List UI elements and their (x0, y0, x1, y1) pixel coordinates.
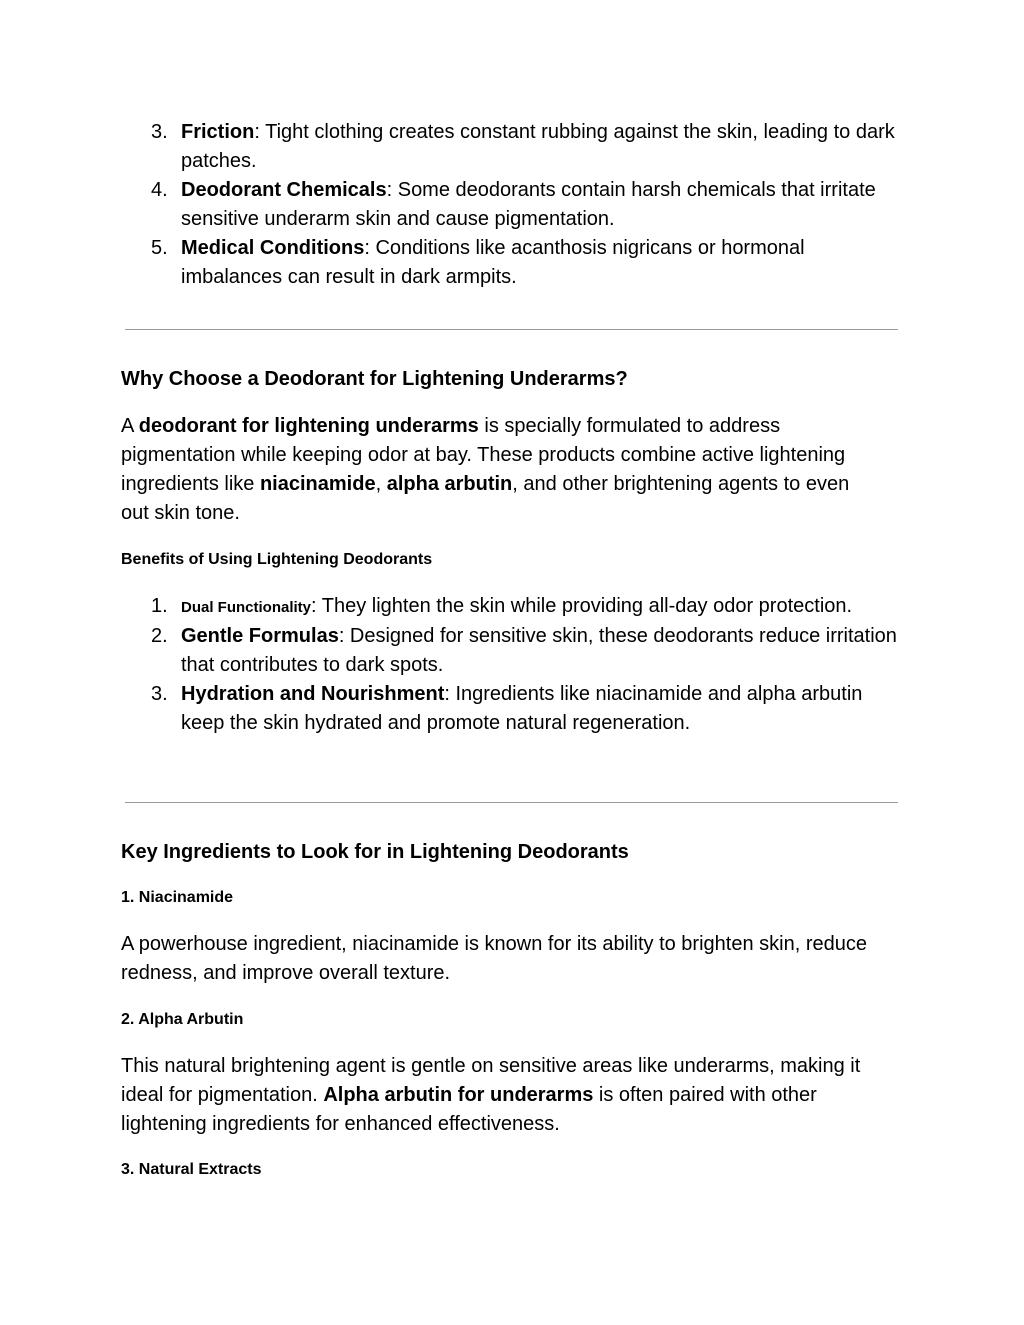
why-heading: Why Choose a Deodorant for Lightening Underarms? (121, 368, 628, 390)
why-bold-term: deodorant for lightening underarms (138, 415, 479, 437)
list-item (121, 234, 901, 292)
niacinamide-heading: 1. Niacinamide (121, 889, 234, 906)
arbutin-heading: 2. Alpha Arbutin (121, 1011, 244, 1028)
ingredients-heading: Key Ingredients to Look for in Lightening Deodorants (121, 841, 629, 863)
list-item (121, 176, 901, 234)
why-text: A (121, 415, 139, 437)
causes-list (121, 118, 901, 292)
list-text: : Some deodorants contain harsh chemicals that irritate sensitive underarm skin and cause pigmentation. (181, 179, 876, 230)
list-number: 4. (151, 179, 168, 201)
niacinamide-paragraph: A powerhouse ingredient, niacinamide is known for its ability to brighten skin, reduce redness, and improve overall texture. (121, 933, 867, 984)
list-text: : Ingredients like niacinamide and alpha arbutin keep the skin hydrated and promote natural regeneration. (181, 683, 863, 734)
list-number: 3. (151, 683, 168, 705)
why-bold-term: alpha arbutin (386, 473, 513, 495)
arbutin-text: is often paired with other lightening ingredients for enhanced effectiveness. (121, 1084, 817, 1135)
list-term: Medical Conditions (181, 237, 365, 259)
benefits-list (121, 592, 901, 738)
why-text: , and other brightening agents to even out skin tone. (121, 473, 850, 524)
arbutin-paragraph (121, 1052, 881, 1139)
list-term: Hydration and Nourishment (181, 683, 445, 705)
arbutin-text: This natural brightening agent is gentle on sensitive areas like underarms, making it ideal for pigmentation. (121, 1055, 861, 1106)
why-text: , (375, 473, 387, 495)
list-item (121, 622, 901, 680)
list-term: Gentle Formulas (181, 625, 339, 647)
list-text: : They lighten the skin while providing all-day odor protection. (311, 595, 853, 617)
list-item (121, 592, 901, 622)
list-text: : Conditions like acanthosis nigricans or hormonal imbalances can result in dark armpits. (181, 237, 805, 288)
list-text: : Tight clothing creates constant rubbing against the skin, leading to dark patches. (181, 121, 895, 172)
list-number: 5. (151, 237, 168, 259)
list-number: 1. (151, 595, 168, 617)
why-text: is specially formulated to address pigmentation while keeping odor at bay. These products combine active lightening ingredients like (121, 415, 846, 495)
arbutin-bold-term: Alpha arbutin for underarms (323, 1084, 594, 1106)
list-number: 3. (151, 121, 168, 143)
divider (125, 802, 898, 803)
benefits-heading: Benefits of Using Lightening Deodorants (121, 551, 433, 568)
list-term: Deodorant Chemicals (181, 179, 387, 201)
why-paragraph (121, 412, 881, 528)
why-bold-term: niacinamide (259, 473, 376, 495)
list-term: Friction (181, 121, 255, 143)
list-item (121, 680, 901, 738)
list-term: Dual Functionality (181, 599, 312, 616)
list-text: : Designed for sensitive skin, these deodorants reduce irritation that contributes to dark spots. (181, 625, 897, 676)
list-item (121, 118, 901, 176)
natural-extracts-heading: 3. Natural Extracts (121, 1161, 262, 1178)
list-number: 2. (151, 625, 168, 647)
divider (125, 329, 898, 330)
